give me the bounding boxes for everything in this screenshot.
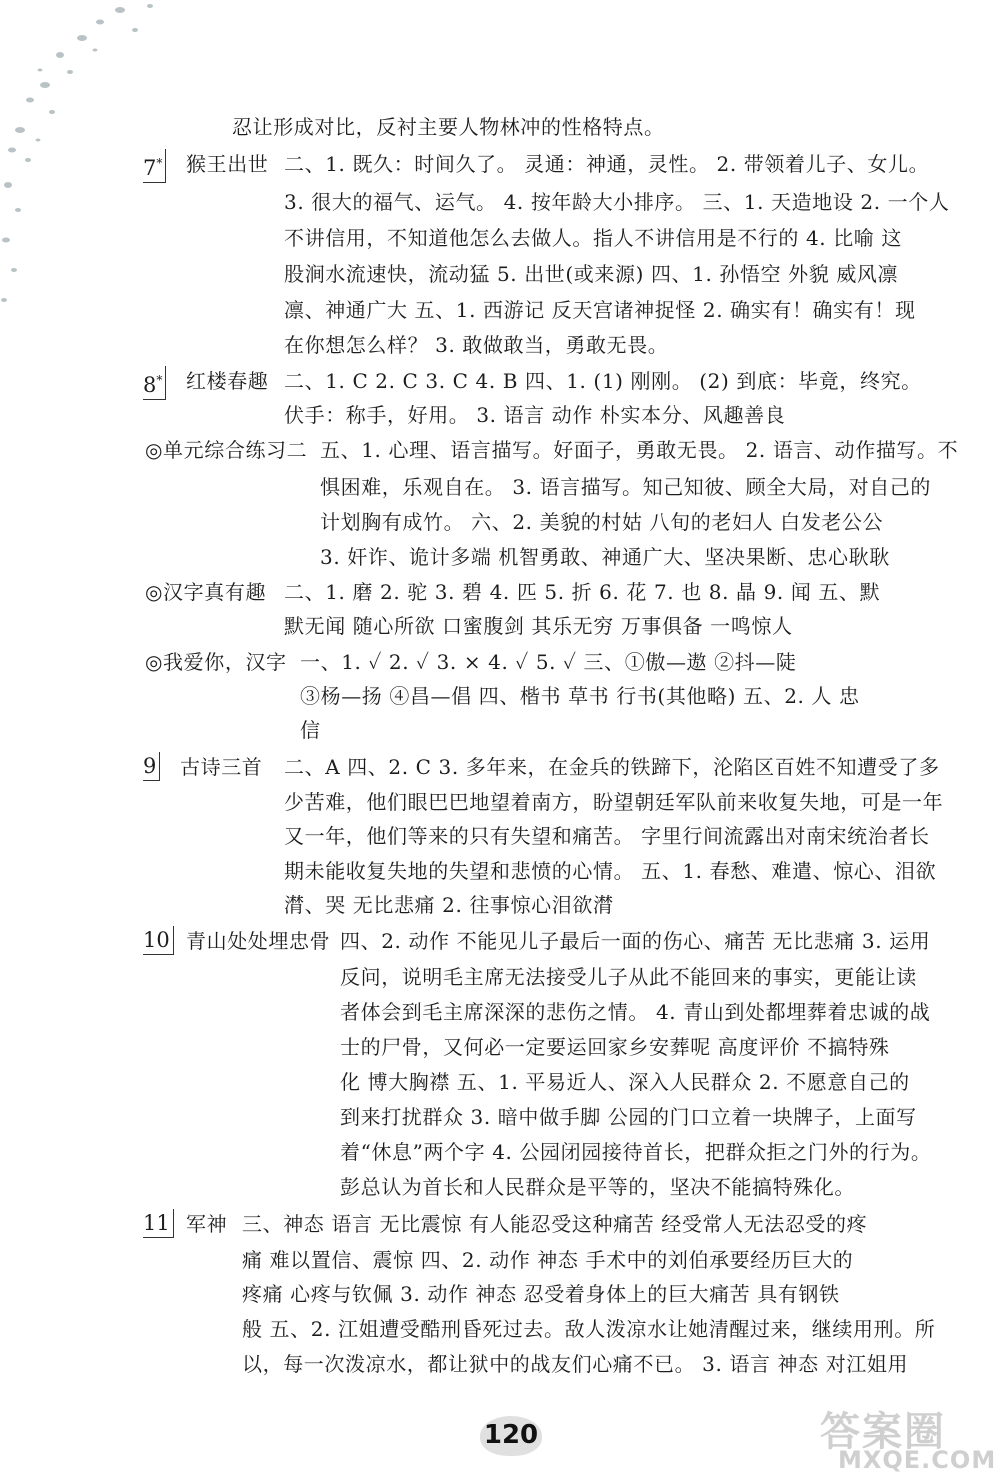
text-line: 者体会到毛主席深深的悲伤之情。 4. 青山到处都埋葬着忠诚的战 [340, 1000, 931, 1024]
text-line: 二、1. 既久：时间久了。 灵通：神通，灵性。 2. 带领着儿子、女儿。 [284, 152, 930, 176]
section-title-7: 猴王出世 [186, 152, 269, 176]
text-line: 到来打扰群众 3. 暗中做手脚 公园的门口立着一块牌子，上面写 [340, 1105, 917, 1129]
section-title-love-hanzi: ◎我爱你，汉字 [145, 650, 287, 674]
text-line: 反问，说明毛主席无法接受儿子从此不能回来的事实，更能让读 [340, 965, 917, 989]
text-line: 惧困难，乐观自在。 3. 语言描写。知己知彼、顾全大局，对自己的 [320, 475, 931, 499]
text-line: 在你想怎么样？ 3. 敢做敢当，勇敢无畏。 [284, 333, 669, 357]
text-line: ③杨—扬 ④昌—倡 四、楷书 草书 行书(其他略) 五、2. 人 忠 [300, 684, 860, 708]
watermark-logo-text: 答案圈 [820, 1409, 946, 1455]
text-line: 期未能收复失地的失望和悲愤的心情。 五、1. 春愁、难遣、惊心、泪欲 [284, 859, 937, 883]
text-line: 伏手：称手，好用。 3. 语言 动作 朴实本分、风趣善良 [284, 403, 786, 427]
text-line: 痛 难以置信、震惊 四、2. 动作 神态 手术中的刘伯承要经历巨大的 [242, 1248, 854, 1272]
section-title-10: 青山处处埋忠骨 [186, 929, 331, 953]
section-title-11: 军神 [186, 1212, 228, 1236]
text-line: 二、1. C 2. C 3. C 4. B 四、1. (1) 刚刚。 (2) 到底：毕竟，终究。 [284, 369, 922, 393]
text-line: 3. 很大的福气、运气。 4. 按年龄大小排序。 三、1. 天造地设 2. 一个人 [284, 190, 950, 214]
text-line: 股涧水流速快，流动猛 5. 出世(或来源) 四、1. 孙悟空 外貌 威风凛 [284, 262, 899, 286]
text-line: 般 五、2. 江姐遭受酷刑昏死过去。敌人泼凉水让她清醒过来，继续用刑。所 [242, 1317, 936, 1341]
text-line: 少苦难，他们眼巴巴地望着南方，盼望朝廷军队前来收复失地，可是一年 [284, 790, 944, 814]
text-line: 二、1. 磨 2. 驼 3. 碧 4. 匹 5. 折 6. 花 7. 也 8. 晶 9. 闻 五、默 [284, 580, 881, 604]
watermark [820, 1400, 998, 1474]
unit-title-2: ◎单元综合练习二 [145, 438, 308, 462]
text-line: 默无闻 随心所欲 口蜜腹剑 其乐无穷 万事俱备 一鸣惊人 [284, 614, 793, 638]
text-line: 三、神态 语言 无比震惊 有人能忍受这种痛苦 经受常人无法忍受的疼 [242, 1212, 868, 1236]
section-number-9: 9 [143, 752, 160, 781]
text-line: 凛、神通广大 五、1. 西游记 反天宫诸神捉怪 2. 确实有！确实有！现 [284, 298, 916, 322]
text-line: 不讲信用，不知道他怎么去做人。指人不讲信用是不行的 4. 比喻 这 [284, 226, 902, 250]
text-line: 着“休息”两个字 4. 公园闭园接待首长，把群众拒之门外的行为。 [340, 1140, 932, 1164]
text-line: 五、1. 心理、语言描写。好面子，勇敢无畏。 2. 语言、动作描写。不 [320, 438, 959, 462]
text-line: 又一年，他们等来的只有失望和痛苦。 字里行间流露出对南宋统治者长 [284, 824, 930, 848]
text-line: 计划胸有成竹。 六、2. 美貌的村姑 八旬的老妇人 白发老公公 [320, 510, 884, 534]
text-line: 一、1. ✓ 2. ✓ 3. × 4. ✓ 5. ✓ 三、①傲—遨 ②抖—陡 [300, 650, 797, 674]
text-line: 信 [300, 718, 321, 742]
page-number-text: 120 [483, 1420, 539, 1450]
section-number-10: 10 [143, 926, 174, 955]
text-line: 疼痛 心疼与钦佩 3. 动作 神态 忍受着身体上的巨大痛苦 具有钢铁 [242, 1282, 840, 1306]
text-line: 二、A 四、2. C 3. 多年来，在金兵的铁蹄下，沦陷区百姓不知遭受了多 [284, 755, 940, 779]
text-line: 彭总认为首长和人民群众是平等的，坚决不能搞特殊化。 [340, 1175, 855, 1199]
section-number-8: 8* [143, 366, 166, 400]
text-line: 化 博大胸襟 五、1. 平易近人、深入人民群众 2. 不愿意自己的 [340, 1070, 910, 1094]
text-line: 四、2. 动作 不能见儿子最后一面的伤心、痛苦 无比悲痛 3. 运用 [340, 929, 931, 953]
page-number [474, 1416, 554, 1462]
section-title-hanzi: ◎汉字真有趣 [145, 580, 267, 604]
section-title-8: 红楼春趣 [186, 369, 269, 393]
section-title-9: 古诗三首 [180, 755, 263, 779]
watermark-url-text: MXQE.COM [838, 1446, 997, 1474]
text-line: 以，每一次泼凉水，都让狱中的战友们心痛不已。 3. 语言 神态 对江姐用 [242, 1352, 909, 1376]
text-line: 士的尸骨，又何必一定要运回家乡安葬呢 高度评价 不搞特殊 [340, 1035, 890, 1059]
text-line: 忍让形成对比，反衬主要人物林冲的性格特点。 [232, 115, 665, 139]
section-number-7: 7* [143, 149, 166, 183]
text-line: 3. 奸诈、诡计多端 机智勇敢、神通广大、坚决果断、忠心耿耿 [320, 545, 890, 569]
text-line: 潸、哭 无比悲痛 2. 往事惊心泪欲潸 [284, 893, 614, 917]
section-number-11: 11 [143, 1209, 174, 1238]
